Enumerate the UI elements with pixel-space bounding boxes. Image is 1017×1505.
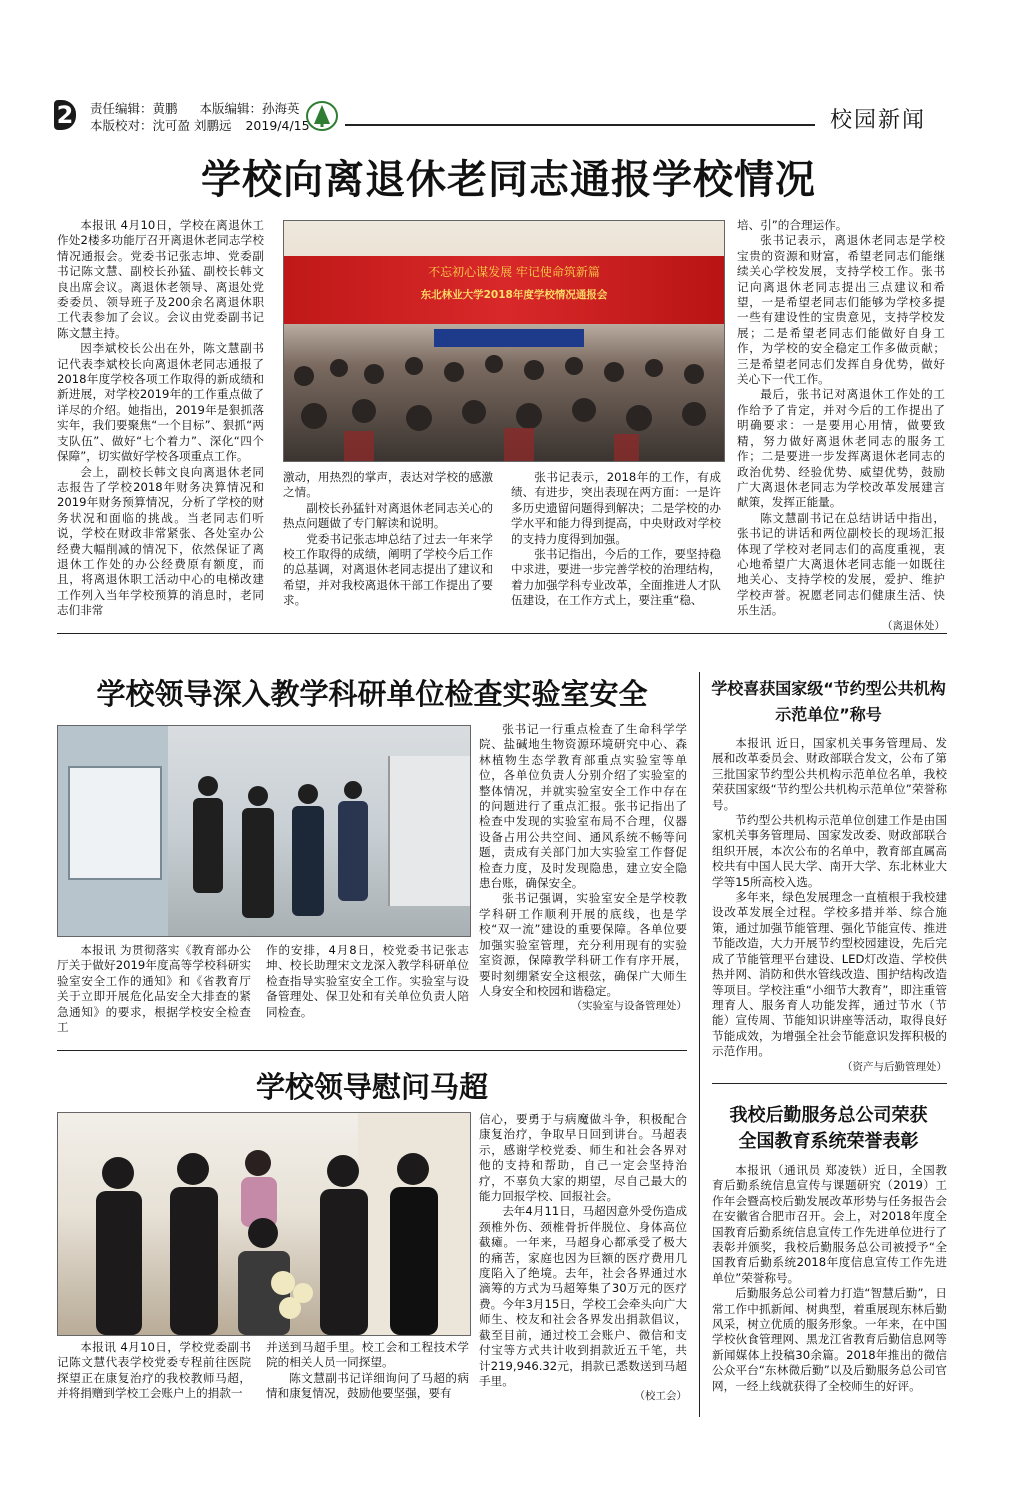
divider-right (712, 1083, 947, 1084)
article5-headline-line2: 全国教育系统荣誉表彰 (738, 1131, 919, 1152)
a1-c3-p2: 张书记指出，今后的工作，要坚持稳中求进，要进一步完善学校的治理结构，着力加强学科专业改革，全面推进人才队伍建设，在工作方式上，要注重“稳、 (511, 547, 721, 608)
article1-headline: 学校向离退休老同志通报学校情况 (201, 157, 816, 203)
visit-photo (57, 1112, 471, 1336)
meeting-photo (283, 220, 725, 462)
a3-c2-p1: 并送到马超手里。校工会和工程技术学院的相关人员一同探望。 (266, 1340, 469, 1370)
article4-headline-line1: 学校喜获国家级“节约型公共机构 (711, 679, 946, 698)
school-logo (305, 100, 339, 136)
article3-col2 (266, 1340, 469, 1402)
a1-c1-p3: 会上，副校长韩文良向离退休老同志报告了学校2018年财务决算情况和2019年财务预算情况，分析了学校的财务状况和面临的挑战。当老同志们听说，学校在财政非常紧张、各处室办公经费大幅削减的情况下，依然保证了离退休工作处的办公经费原有额度，而且，将离退休职工活动中心的电梯改建工作列入当年学校预算的消息时，老同志们非常 (57, 464, 264, 618)
article3-col1 (57, 1340, 251, 1402)
article4-source: （资产与后勤管理处） (842, 1060, 947, 1073)
article1-col3 (511, 470, 721, 609)
divider-top (57, 633, 947, 634)
issue-date: 2019/4/15 (245, 118, 310, 133)
article1-source: （离退休处） (882, 619, 945, 632)
a1-c4-p4: 陈文慧副书记在总结讲话中指出，张书记的讲话和两位副校长的现场汇报体现了学校对老同志们的高度重视，衷心地希望广大离退休老同志能一如既往地关心、支持学校的发展，爱护、维护学校声誉。祝愿老同志们健康生活、快乐生活。 (737, 510, 945, 618)
article4-headline-line2: 示范单位”称号 (775, 705, 882, 724)
editor-credit: 责任编辑：黄鹏 (90, 101, 178, 116)
meeting-banner-slogan: 不忘初心谋发展 牢记使命筑新篇 (428, 265, 600, 279)
a2-c2-p1: 作的安排，4月8日，校党委书记张志坤、校长助理宋文龙深入教学科研单位检查指导实验室安全工作。实验室与设备管理处、保卫处和有关单位负责人陪同检查。 (266, 943, 469, 1019)
header-credits (90, 100, 310, 134)
article4-body (712, 736, 947, 1075)
proofreader-credit: 本版校对：沈可盈 刘鹏远 (90, 118, 232, 133)
divider-mid (57, 1050, 687, 1051)
a4-p3: 多年来，绿色发展理念一直植根于我校建设改革发展全过程。学校多措并举、综合施策，通过加强节能管理、强化节能宣传、推进节能改造，大力开展节约型校园建设，先后完成了节能管理平台建设、LED灯改造、学校供热并网、消防和供水管线改造、围护结构改造等项目。学校注重“小细节大教育”，即注重管理育人、服务育人功能发挥，通过节水（节能）宣传周、节能知识讲座等活动，取得良好节能成效，为增强全社会节能意识发挥积极的示范作用。 (712, 890, 947, 1059)
article3-headline: 学校领导慰问马超 (255, 1070, 488, 1104)
a2-c1-p1: 本报讯 为贯彻落实《教育部办公厅关于做好2019年度高等学校科研实验室安全工作的通知》和《省教育厅关于立即开展危化品安全大排查的紧急通知》的要求，根据学校安全检查工 (57, 943, 251, 1035)
article5-headline (710, 1103, 947, 1155)
a1-c2-p1: 激动，用热烈的掌声，表达对学校的感激之情。 (283, 470, 493, 500)
a4-p2: 节约型公共机构示范单位创建工作是由国家机关事务管理局、国家发改委、财政部联合组织开展，本次公布的名单中，教育部直属高校共有中国人民大学、南开大学、东北林业大学等15所高校入选。 (712, 813, 947, 889)
article1-col2 (283, 470, 493, 609)
a1-c4-p2: 张书记表示，离退休老同志是学校宝贵的资源和财富，希望老同志们能继续关心学校发展，支持学校工作。张书记向离退休老同志提出三点建议和希望，一是希望老同志们能够为学校多提一些有建设性的宝贵意见，支持学校发展；二是希望老同志们能做好自身工作，为学校的安全稳定工作多做贡献；三是希望老同志们发挥自身优势，做好关心下一代工作。 (737, 233, 945, 387)
a1-c3-p1: 张书记表示，2018年的工作，有成绩、有进步，突出表现在两方面：一是许多历史遗留问题得到解决；二是学校的办学水平和能力得到提高，中央财政对学校的支持力度得到加强。 (511, 470, 721, 546)
article2-headline: 学校领导深入教学科研单位检查实验室安全 (96, 677, 648, 711)
a3-c2-p2: 陈文慧副书记详细询问了马超的病情和康复情况，鼓励他要坚强，要有 (266, 1370, 469, 1401)
a2-c3-p1: 张书记一行重点检查了生命科学学院、盐碱地生物资源环境研究中心、森林植物生态学教育部重点实验室等单位，各单位负责人分别介绍了实验室的整体情况，并就实验室安全工作中存在的问题进行了重点汇报。张书记指出了检查中发现的实验室布局不合理，仪器设备占用公共空间、通风系统不畅等问题，责成有关部门加大实验室工作督促检查力度，及时发现隐患，建立安全隐患台账，确保安全。 (479, 722, 687, 891)
a3-c3-p2: 去年4月11日，马超因意外受伤造成颈椎外伤、颈椎骨折伴脱位、身体高位截瘫。一年来，马超身心都承受了极大的痛苦，家庭也因为巨额的医疗费用几度陷入了绝境。去年，社会各界通过水滴筹的方式为马超筹集了30万元的医疗费。今年3月15日，学校工会牵头向广大师生、校友和社会各界发出捐款倡议，截至目前，通过校工会账户、微信和支付宝等方式共计收到捐款近五千笔，共计219,946.32元，捐款已悉数送到马超手里。 (479, 1204, 687, 1388)
article2-col1 (57, 943, 251, 1035)
article2-source: （实验室与设备管理处） (571, 1000, 687, 1013)
a1-c1-p2: 因李斌校长公出在外，陈文慧副书记代表李斌校长向离退休老同志通报了2018年度学校各项工作取得的新成绩和新进展，对学校2019年的工作重点做了详尽的介绍。她指出，2019年是狠抓落实年，我们要聚焦“一个目标”、狠抓“两支队伍”、做好“七个着力”、深化“四个保障”，切实做好学校各项重点工作。 (57, 341, 264, 464)
article5-body (712, 1163, 947, 1394)
article2-col2 (266, 943, 469, 1020)
a1-c1-p1: 本报讯 4月10日，学校在离退休工作处2楼多功能厅召开离退休老同志学校情况通报会。党委书记张志坤、党委副书记陈文慧、副校长孙猛、副校长韩文良出席会议。离退休老领导、离退处党委委员、领导班子及200余名离退休职工代表参加了会议。会议由党委副书记陈文慧主持。 (57, 218, 264, 340)
article3-source: （校工会） (634, 1390, 687, 1403)
a1-c4-p3: 最后，张书记对离退休工作处的工作给予了肯定，并对今后的工作提出了明确要求：一是要用心用情，做要致精，努力做好离退休老同志的服务工作；二是要进一步发挥离退休老同志的政治优势、经验优势、威望优势，鼓励广大离退休老同志为学校改革发展建言献策，发挥正能量。 (737, 387, 945, 510)
a5-p1: 本报讯（通讯员 郑凌铁）近日，全国教育后勤系统信息宣传与课题研究（2019）工作年会暨高校后勤发展改革形势与任务报告会在安徽省合肥市召开。会上，对2018年度全国教育后勤系统信息宣传工作先进单位进行了表彰并颁奖，我校后勤服务总公司被授予“全国教育后勤系统2018年度信息宣传工作先进单位”荣誉称号。 (712, 1163, 947, 1285)
article5-headline-line1: 我校后勤服务总公司荣获 (729, 1105, 928, 1126)
a2-c3-p2: 张书记强调，实验室安全是学校教学科研工作顺利开展的底线，也是学校“双一流”建设的重要保障。各单位要加强实验室管理，充分利用现有的实验室资源，保障教学科研工作有序开展，要时刻绷紧安全这根弦，确保广大师生人身安全和校园和谐稳定。 (479, 891, 687, 998)
a1-c2-p3: 党委书记张志坤总结了过去一年来学校工作取得的成绩，阐明了学校今后工作的总基调，对离退休老同志提出了建议和希望，并对我校离退休干部工作提出了要求。 (283, 531, 493, 608)
a4-p1: 本报讯 近日，国家机关事务管理局、发展和改革委员会、财政部联合发文，公布了第三批国家节约型公共机构示范单位名单，我校荣获国家级“节约型公共机构示范单位”荣誉称号。 (712, 736, 947, 812)
article1-col4 (737, 218, 945, 634)
article4-headline (710, 676, 947, 728)
article3-col3 (479, 1112, 687, 1405)
article2-col3 (479, 722, 687, 1015)
page-number: 2 (56, 101, 74, 129)
layout-credit: 本版编辑：孙海英 (199, 101, 300, 116)
column-separator (699, 672, 700, 1417)
a1-c2-p2: 副校长孙猛针对离退休老同志关心的热点问题做了专门解读和说明。 (283, 500, 493, 531)
a3-c1-p1: 本报讯 4月10日，学校党委副书记陈文慧代表学校党委专程前往医院探望正在康复治疗的我校教师马超，并将捐赠到学校工会账户上的捐款一 (57, 1340, 251, 1401)
meeting-banner-title: 东北林业大学2018年度学校情况通报会 (420, 289, 608, 301)
lab-inspection-photo (57, 725, 471, 937)
a5-p2: 后勤服务总公司着力打造“智慧后勤”，日常工作中抓新闻、树典型，着重展现东林后勤风采，树立优质的服务形象。一年来，在中国学校伙食管理网、黑龙江省教育后勤信息网等新闻媒体上投稿30余篇。2018年推出的微信公众平台“东林微后勤”以及后勤服务总公司官网，一经上线就获得了全校师生的好评。 (712, 1286, 947, 1393)
a3-c3-p1: 信心，要勇于与病魔做斗争，积极配合康复治疗，争取早日回到讲台。马超表示，感谢学校党委、师生和社会各界对他的支持和帮助，自己一定会坚持治疗，不辜负大家的期望，尽自己最大的能力回报学校、回报社会。 (479, 1112, 687, 1204)
a1-c4-p1: 培、引”的合理运作。 (737, 218, 848, 232)
section-title: 校园新闻 (830, 108, 927, 133)
header-rule (345, 124, 815, 126)
page-number-badge (54, 100, 76, 130)
article1-col1 (57, 218, 264, 619)
